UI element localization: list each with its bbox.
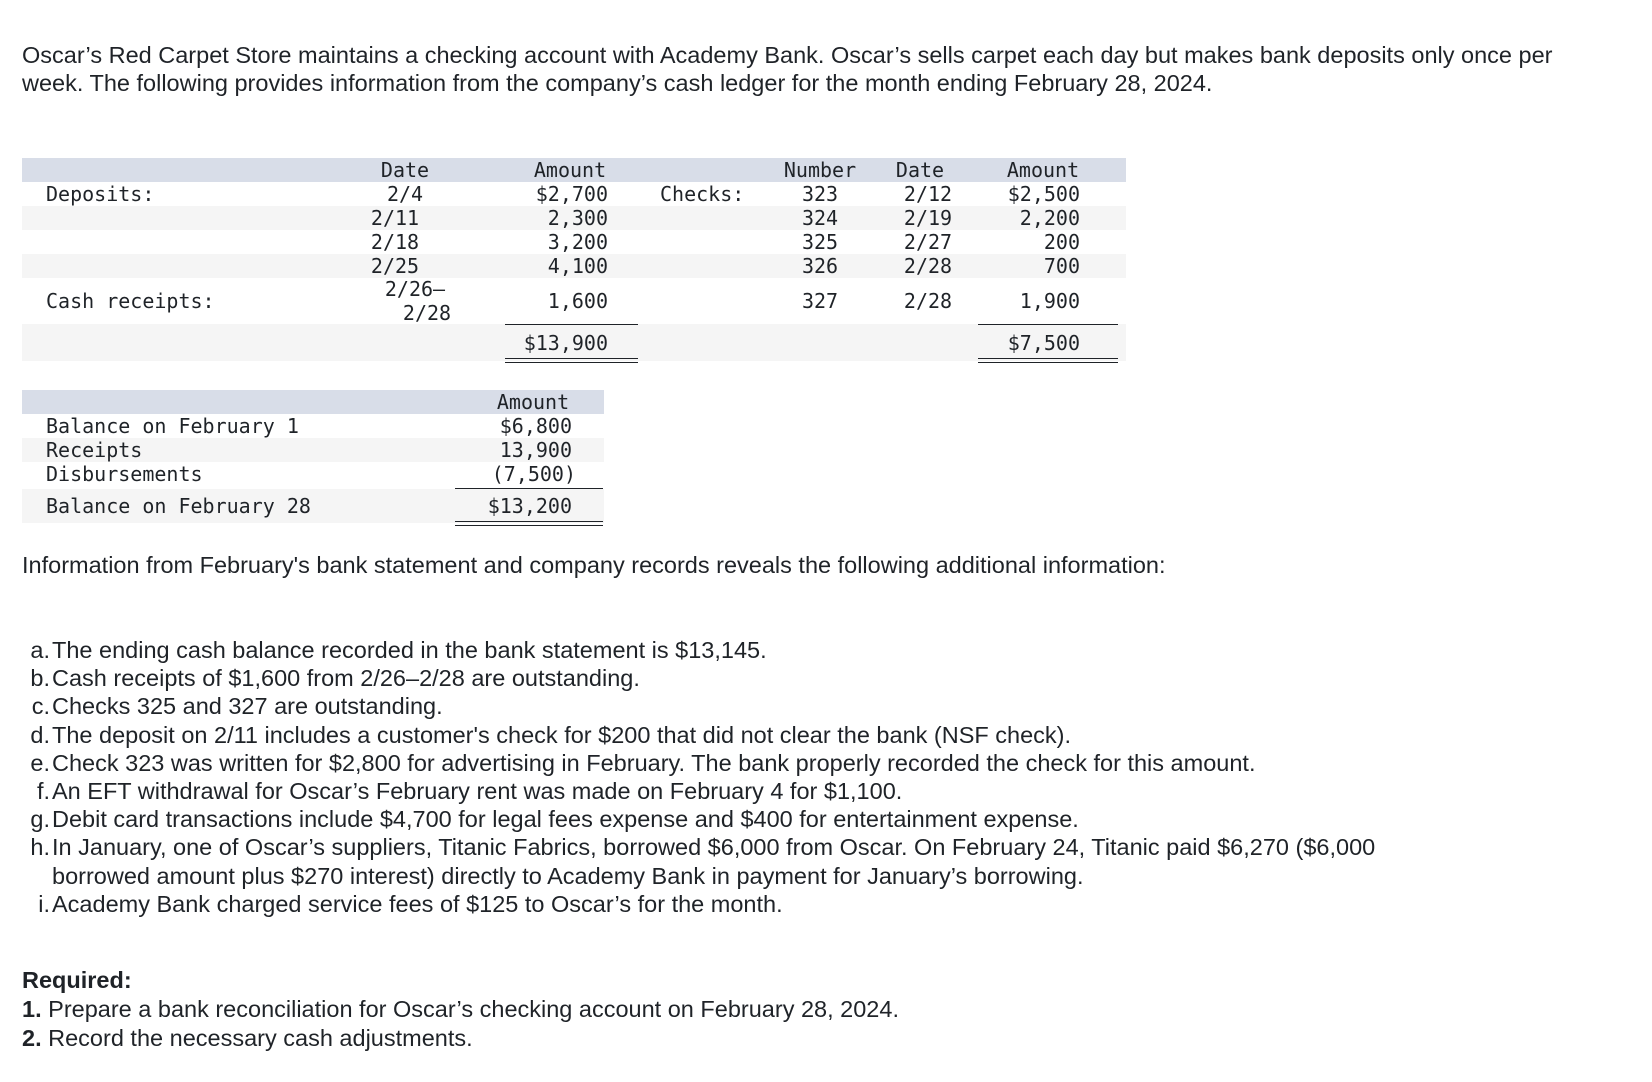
balance-row-label: Balance on February 1: [46, 414, 299, 438]
check-number: 326: [801, 254, 839, 278]
required-item-text: Prepare a bank reconciliation for Oscar’s checking account on February 28, 2024.: [48, 996, 899, 1022]
checks-total-double-rule: [978, 358, 1118, 363]
check-amount: $2,500: [1007, 182, 1080, 206]
list-item: [22, 721, 1375, 749]
additional-info-list: [22, 636, 1375, 918]
check-date: 2/27: [903, 230, 953, 254]
deposit-date: 2/11: [370, 206, 420, 230]
balance-header-amount: Amount: [496, 390, 570, 414]
balance-total-rule: [455, 488, 603, 489]
balance-row-label: Disbursements: [46, 462, 203, 486]
header-check-date: Date: [895, 158, 945, 182]
deposits-total: $13,900: [523, 331, 608, 355]
list-item-text: Academy Bank charged service fees of $125 to Oscar’s for the month.: [52, 890, 783, 917]
header-date: Date: [380, 158, 430, 182]
balance-row-amount: $6,800: [499, 414, 572, 438]
header-number: Number: [783, 158, 857, 182]
list-item-letter: a.: [30, 637, 50, 663]
list-item-letter: e.: [30, 749, 50, 776]
list-item-letter: h.: [30, 834, 50, 861]
additional-info-text: Information from February's bank statement and company records reveals the following additional information:: [22, 552, 1166, 578]
check-number: 325: [801, 230, 839, 254]
header-amount: Amount: [533, 158, 607, 182]
list-item: [22, 749, 1375, 777]
list-item-letter: g.: [30, 806, 50, 833]
list-item: [22, 636, 1375, 664]
balance-final-amount: $13,200: [487, 494, 572, 518]
list-item-text: An EFT withdrawal for Oscar’s February rent was made on February 4 for $1,100.: [52, 778, 903, 805]
balance-row-amount: 13,900: [499, 438, 572, 462]
cash-receipts-date-end: 2/28: [402, 301, 452, 325]
checks-total: $7,500: [1007, 331, 1080, 355]
deposit-date: 2/18: [370, 230, 420, 254]
list-item-letter: i.: [38, 890, 50, 917]
deposit-amount: 4,100: [547, 254, 608, 278]
checks-total-rule: [978, 324, 1118, 325]
list-item-letter: f.: [36, 778, 50, 805]
required-item: [22, 995, 899, 1024]
check-date: 2/12: [903, 182, 953, 206]
balance-row-amount: (7,500): [491, 462, 576, 486]
cash-receipts-label: Cash receipts:: [46, 289, 215, 313]
intro-paragraph: Oscar’s Red Carpet Store maintains a checking account with Academy Bank. Oscar’s sells carpet each day but makes bank deposits only once per week. The following provides information from the company’s cash ledger for the month ending February 28, 2024.: [22, 42, 1553, 96]
balance-row-label: Receipts: [46, 438, 143, 462]
deposit-amount: 3,200: [547, 230, 608, 254]
balance-total-double-rule: [455, 521, 603, 526]
required-item: [22, 1024, 899, 1053]
deposits-total-double-rule: [505, 358, 638, 363]
cash-receipts-amount: 1,600: [547, 289, 608, 313]
list-item-text: In January, one of Oscar’s suppliers, Titanic Fabrics, borrowed $6,000 from Oscar. On February 24, Titanic paid $6,270 ($6,000: [52, 834, 1376, 861]
required-section: [22, 966, 899, 1053]
list-item-text-continued: borrowed amount plus $270 interest) directly to Academy Bank in payment for January’s borrowing.: [52, 862, 1084, 889]
checks-label: Checks:: [660, 182, 745, 206]
list-item: [22, 777, 1375, 805]
check-date: 2/28: [903, 289, 953, 313]
deposits-label: Deposits:: [46, 182, 155, 206]
list-item: [22, 692, 1375, 720]
list-item-letter: c.: [31, 693, 50, 720]
deposit-amount: $2,700: [535, 182, 608, 206]
deposits-total-rule: [505, 324, 638, 325]
required-item-text: Record the necessary cash adjustments.: [48, 1025, 473, 1051]
check-amount: 200: [1043, 230, 1080, 254]
list-item-letter: b.: [30, 665, 50, 692]
check-number: 324: [801, 206, 839, 230]
check-amount: 1,900: [1019, 289, 1080, 313]
check-number: 327: [801, 289, 839, 313]
list-item-text: The deposit on 2/11 includes a customer's check for $200 that did not clear the bank (NSF check).: [52, 721, 1072, 748]
deposit-date: 2/4: [386, 182, 424, 206]
balance-final-label: Balance on February 28: [46, 494, 311, 518]
list-item-text: Debit card transactions include $4,700 for legal fees expense and $400 for entertainment expense.: [52, 806, 1079, 833]
required-item-number: 2.: [22, 1025, 42, 1051]
deposit-amount: 2,300: [547, 206, 608, 230]
check-amount: 2,200: [1019, 206, 1080, 230]
list-item: [22, 805, 1375, 833]
list-item: [22, 833, 1375, 889]
cash-receipts-date-start: 2/26–: [384, 277, 446, 301]
check-date: 2/19: [903, 206, 953, 230]
required-item-number: 1.: [22, 996, 42, 1022]
check-amount: 700: [1043, 254, 1080, 278]
check-number: 323: [801, 182, 839, 206]
deposit-date: 2/25: [370, 254, 420, 278]
check-date: 2/28: [903, 254, 953, 278]
list-item: [22, 664, 1375, 692]
list-item-letter: d.: [30, 721, 50, 748]
list-item-text: The ending cash balance recorded in the bank statement is $13,145.: [52, 637, 767, 663]
list-item-text: Check 323 was written for $2,800 for advertising in February. The bank properly recorded the check for this amount.: [52, 749, 1256, 776]
required-heading: Required:: [22, 967, 132, 993]
list-item-text: Cash receipts of $1,600 from 2/26–2/28 are outstanding.: [52, 665, 640, 692]
list-item-text: Checks 325 and 327 are outstanding.: [52, 693, 443, 720]
list-item: [22, 890, 1375, 918]
header-check-amount: Amount: [1006, 158, 1080, 182]
